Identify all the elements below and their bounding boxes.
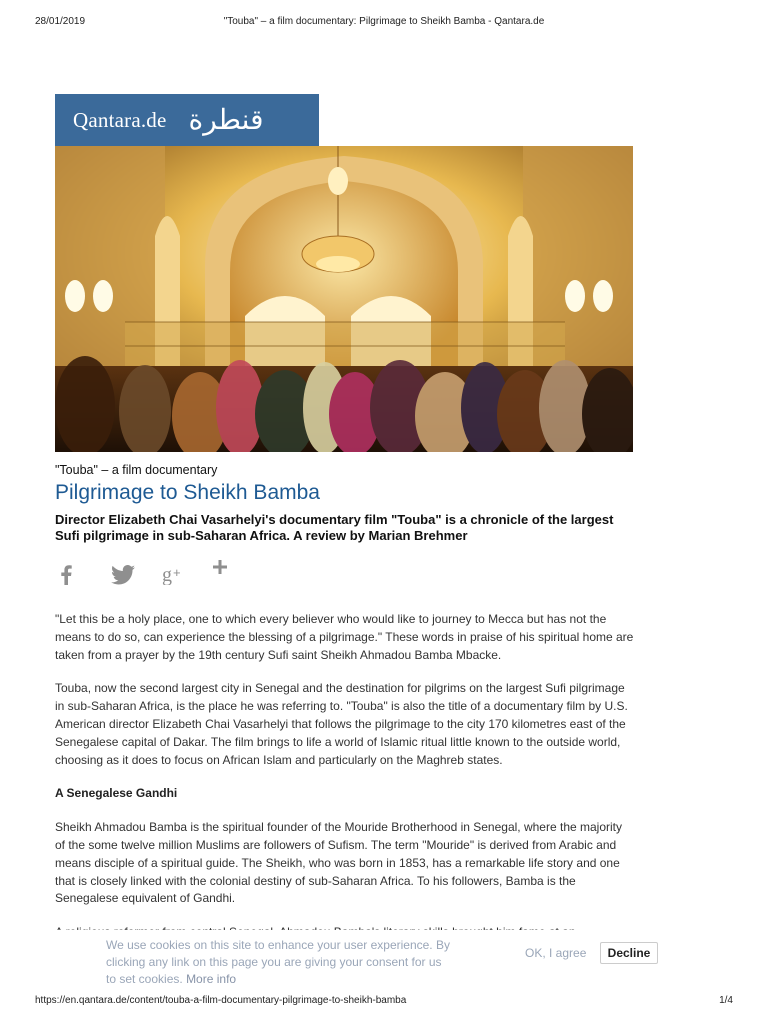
print-url: https://en.qantara.de/content/touba-a-film-documentary-pilgrimage-to-sheikh-bamba bbox=[35, 995, 407, 1006]
mosque-interior-illustration bbox=[55, 146, 633, 452]
cookie-banner bbox=[0, 930, 768, 990]
print-date: 28/01/2019 bbox=[35, 16, 86, 27]
twitter-icon[interactable] bbox=[111, 560, 162, 590]
cookie-message bbox=[106, 937, 451, 988]
share-bar bbox=[60, 560, 264, 590]
article-subheading: A Senegalese Gandhi bbox=[55, 786, 178, 801]
facebook-icon[interactable] bbox=[60, 560, 111, 590]
article-headline: Pilgrimage to Sheikh Bamba bbox=[55, 481, 320, 504]
cookie-ok-button[interactable]: OK, I agree bbox=[525, 946, 587, 960]
article-paragraph: Touba, now the second largest city in Senegal and the destination for pilgrims on the largest Sufi pilgrimage in sub-Saharan Africa, is the place he was referring to. "Touba" is also the title of a documentary film by U.S. American director Elizabeth Chai Vasarhelyi that follows the pilgrimage to the city 170 kilometres east of the Senegalese capital of Dakar. The film brings to life a world of Islamic ritual little known to the outside world, choosing as it does to focus on African Islam and particularly on the Maghreb states. bbox=[55, 681, 628, 767]
article-body bbox=[55, 611, 635, 958]
print-page-number: 1/4 bbox=[719, 995, 733, 1006]
svg-text:g: g bbox=[162, 565, 172, 585]
hero-image bbox=[55, 146, 633, 452]
google-plus-icon[interactable] bbox=[162, 560, 213, 590]
plus-icon[interactable] bbox=[213, 560, 264, 590]
cookie-decline-button[interactable]: Decline bbox=[600, 942, 658, 964]
article-lead: Director Elizabeth Chai Vasarhelyi's documentary film "Touba" is a chronicle of the largest Sufi pilgrimage in sub-Saharan Africa. A review by Marian Brehmer bbox=[55, 512, 614, 543]
print-header bbox=[35, 16, 733, 30]
article-paragraph: "Let this be a holy place, one to which every believer who would like to journey to Mecca but has not the means to do so, can experience the blessing of a pilgrimage." These words in praise of his spiritual home are taken from a prayer by the 19th century Sufi saint Sheikh Ahmadou Bamba Mbacke. bbox=[55, 612, 634, 662]
site-logo[interactable] bbox=[55, 94, 319, 146]
cookie-message-text: We use cookies on this site to enhance your user experience. By clicking any link on this page you are giving your consent for us to set cookies. bbox=[106, 938, 450, 986]
logo-arabic-text: قنطرة bbox=[188, 103, 264, 136]
svg-text:+: + bbox=[173, 565, 181, 580]
article-paragraph: Sheikh Ahmadou Bamba is the spiritual founder of the Mouride Brotherhood in Senegal, where the majority of the some twelve million Muslims are followers of Sufism. The term "Mouride" is derived from Arabic and means disciple of a spiritual guide. The Sheikh, who was born in 1853, has a remarkable life story and one that is closely linked with the colonial destiny of sub-Saharan Africa. To his followers, Bamba is the Senegalese equivalent of Gandhi. bbox=[55, 820, 622, 906]
cookie-more-info-link[interactable]: More info bbox=[186, 972, 237, 986]
print-title: "Touba" – a film documentary: Pilgrimage to Sheikh Bamba - Qantara.de bbox=[223, 16, 545, 27]
article-kicker: "Touba" – a film documentary bbox=[55, 463, 218, 477]
logo-latin-text: Qantara.de bbox=[73, 107, 167, 132]
